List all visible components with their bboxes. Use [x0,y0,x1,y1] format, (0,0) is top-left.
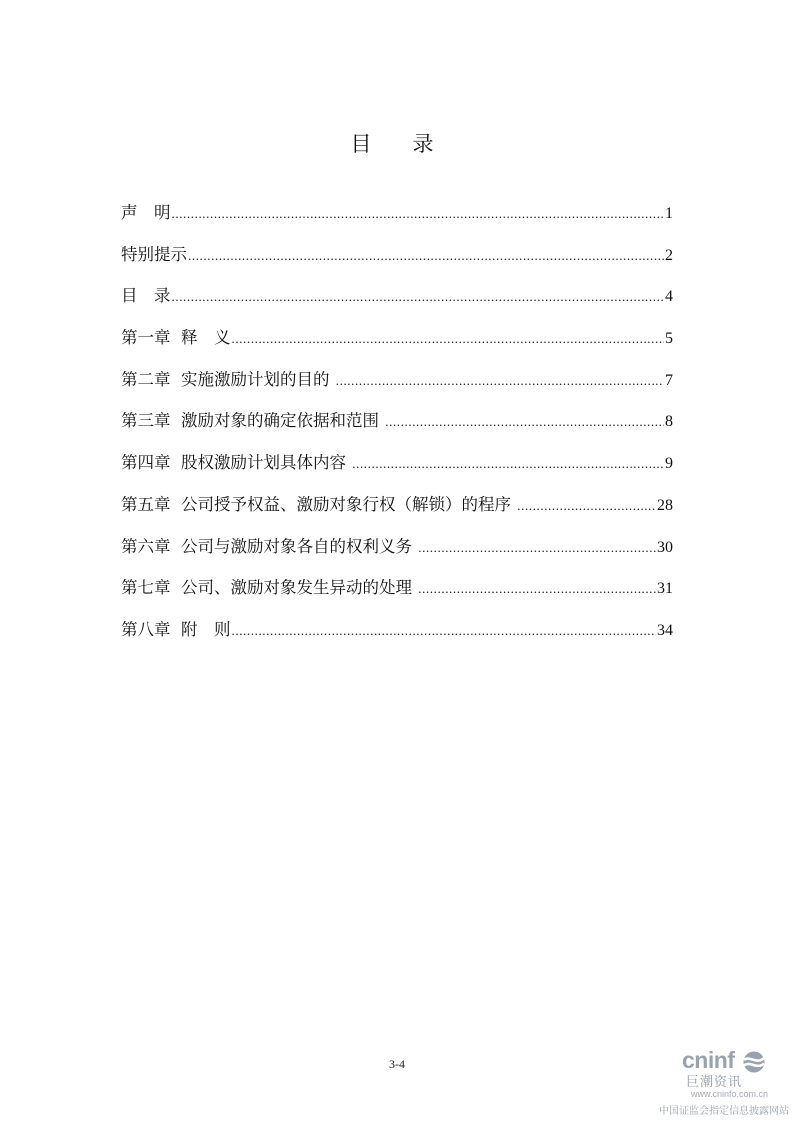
page-title: 目 录 [350,132,444,156]
watermark-name: 巨潮资讯 [686,1075,743,1090]
toc-entry-chapter-5[interactable] [121,492,673,534]
toc-entry-statement[interactable] [121,200,673,242]
toc-entry-chapter-1[interactable] [121,325,673,367]
toc-entry-chapter-4[interactable] [121,450,673,492]
toc-entry-label: 第八章 附 则 [121,619,231,639]
toc-entry-page: 4 [665,288,673,306]
toc-entry-page: 8 [665,413,673,431]
toc-entry-special-notice[interactable] [121,242,673,284]
toc-entry-chapter-2[interactable] [121,367,673,409]
table-of-contents [121,200,673,659]
toc-dot-leader [352,451,664,477]
toc-entry-label: 第五章 公司授予权益、激励对象行权（解锁）的程序 [121,494,517,514]
toc-entry-chapter-8[interactable] [121,617,673,659]
toc-dot-leader [232,618,657,644]
toc-entry-page: 30 [657,538,673,556]
toc-dot-leader [172,201,665,227]
toc-entry-label: 第四章 股权激励计划具体内容 [121,453,352,473]
toc-entry-page: 28 [657,496,673,514]
toc-dot-leader [418,576,656,602]
toc-entry-page: 7 [665,371,673,389]
toc-entry-label: 第七章 公司、激励对象发生异动的处理 [121,578,418,598]
toc-entry-page: 31 [657,580,673,598]
toc-dot-leader [385,409,664,435]
cninfo-watermark [645,1047,794,1123]
toc-entry-label: 声 明 [121,203,171,222]
toc-entry-label: 第一章 释 义 [121,328,231,348]
watermark-brand: cninf [682,1047,735,1073]
toc-dot-leader [418,535,656,561]
cninfo-swirl-logo-icon [740,1050,768,1074]
watermark-url: www.cninfo.com.cn [691,1089,769,1099]
page-number: 3-4 [389,1057,405,1071]
toc-entry-chapter-7[interactable] [121,575,673,617]
toc-dot-leader [517,493,656,519]
toc-dot-leader [232,326,665,352]
toc-entry-page: 2 [665,246,673,264]
toc-entry-chapter-6[interactable] [121,534,673,576]
toc-entry-page: 34 [657,621,673,639]
toc-entry-page: 5 [665,330,673,348]
toc-entry-page: 1 [665,205,673,222]
toc-entry-chapter-3[interactable] [121,408,673,450]
toc-entry-contents[interactable] [121,283,673,325]
toc-entry-page: 9 [665,455,673,473]
toc-dot-leader [336,368,664,394]
toc-dot-leader [188,243,664,269]
watermark-tagline: 中国证监会指定信息披露网站 [659,1106,789,1117]
toc-entry-label: 第二章 实施激励计划的目的 [121,369,335,389]
toc-entry-label: 目 录 [121,286,171,306]
toc-entry-label: 第三章 激励对象的确定依据和范围 [121,411,385,431]
toc-entry-label: 特别提示 [121,244,187,264]
toc-entry-label: 第六章 公司与激励对象各自的权利义务 [121,536,418,556]
toc-dot-leader [172,284,665,310]
